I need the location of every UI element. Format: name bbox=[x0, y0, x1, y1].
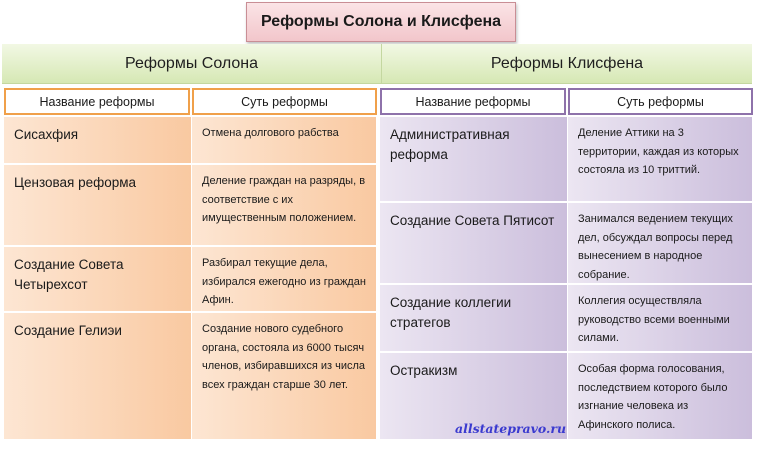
cleisthenes-row-3-essence: Коллегия осуществляла руководство всеми военными силами. bbox=[568, 285, 753, 353]
section-header-solon: Реформы Солона bbox=[2, 44, 381, 84]
cleisthenes-column-name-header: Название реформы bbox=[380, 88, 566, 115]
cleisthenes-column-essence-header: Суть реформы bbox=[568, 88, 753, 115]
solon-column-name-header: Название реформы bbox=[4, 88, 190, 115]
cleisthenes-row-2-essence: Занимался ведением текущих дел, обсуждал вопросы перед вынесением в народное собрание. bbox=[568, 203, 753, 285]
page-title: Реформы Солона и Клисфена bbox=[246, 2, 516, 42]
cleisthenes-row-4-essence: Особая форма голосования, последствием которого было изгнание человека из Афинского полиса. bbox=[568, 353, 753, 441]
solon-row-1-essence: Отмена долгового рабства bbox=[192, 117, 377, 165]
solon-row-4-name: Создание Гелиэи bbox=[4, 313, 192, 441]
solon-row-2-essence: Деление граждан на разряды, в соответствие с их имущественным положением. bbox=[192, 165, 377, 247]
solon-row-3-name: Создание Совета Четырехсот bbox=[4, 247, 192, 313]
solon-row-4-essence: Создание нового судебного органа, состояла из 6000 тысяч членов, избиравшихся из числа всех граждан старше 30 лет. bbox=[192, 313, 377, 441]
solon-column-essence-header: Суть реформы bbox=[192, 88, 377, 115]
watermark: allstatepravo.ru bbox=[455, 421, 567, 436]
solon-row-3-essence: Разбирал текущие дела, избирался ежегодно из граждан Афин. bbox=[192, 247, 377, 313]
cleisthenes-row-4-name: Остракизм bbox=[380, 353, 568, 441]
cleisthenes-row-1-name: Административная реформа bbox=[380, 117, 568, 203]
section-header-cleisthenes: Реформы Клисфена bbox=[381, 44, 752, 84]
solon-row-1-name: Сисахфия bbox=[4, 117, 192, 165]
cleisthenes-row-2-name: Создание Совета Пятисот bbox=[380, 203, 568, 285]
cleisthenes-row-1-essence: Деление Аттики на 3 территории, каждая из которых состояла из 10 триттий. bbox=[568, 117, 753, 203]
cleisthenes-row-3-name: Создание коллегии стратегов bbox=[380, 285, 568, 353]
solon-row-2-name: Цензовая реформа bbox=[4, 165, 192, 247]
